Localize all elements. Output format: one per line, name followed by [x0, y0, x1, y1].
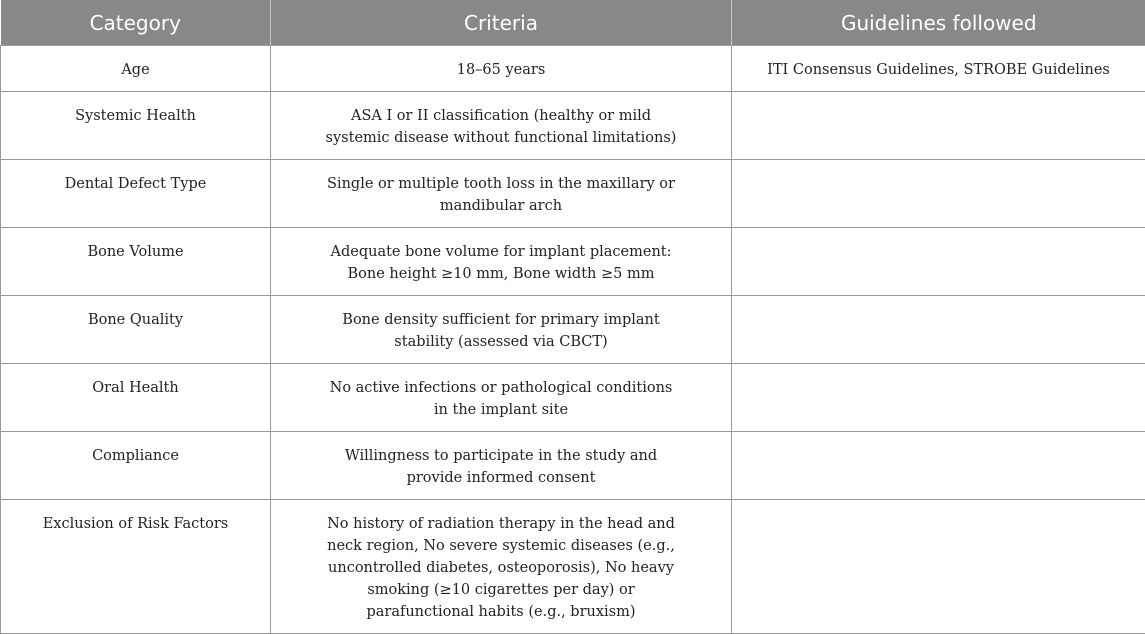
table-row	[1, 46, 1145, 92]
criteria-text: No active infections or pathological conditions in the implant site	[321, 377, 681, 421]
criteria-cell	[271, 228, 732, 296]
table-row	[1, 92, 1145, 160]
category-cell: Oral Health	[1, 364, 271, 432]
column-header-category: Category	[1, 0, 271, 46]
criteria-cell	[271, 432, 732, 500]
table-header-row	[1, 0, 1145, 46]
criteria-text: Bone density sufficient for primary implant stability (assessed via CBCT)	[321, 309, 681, 353]
criteria-cell	[271, 364, 732, 432]
criteria-text: No history of radiation therapy in the head and neck region, No severe systemic diseases (e.g., uncontrolled diabetes, osteoporosis), No heavy smoking (≥10 cigarettes per day) or parafunctional habits (e.g., bruxism)	[315, 513, 687, 623]
guidelines-cell	[732, 500, 1145, 634]
column-header-criteria: Criteria	[271, 0, 732, 46]
table-row	[1, 364, 1145, 432]
criteria-cell	[271, 160, 732, 228]
criteria-cell	[271, 500, 732, 634]
table-row	[1, 160, 1145, 228]
category-cell: Systemic Health	[1, 92, 271, 160]
guidelines-cell: ITI Consensus Guidelines, STROBE Guidelines	[732, 46, 1145, 92]
guidelines-cell	[732, 364, 1145, 432]
criteria-text: Adequate bone volume for implant placement: Bone height ≥10 mm, Bone width ≥5 mm	[321, 241, 681, 285]
criteria-text: Single or multiple tooth loss in the maxillary or mandibular arch	[321, 173, 681, 217]
criteria-cell	[271, 92, 732, 160]
guidelines-cell	[732, 92, 1145, 160]
category-cell: Compliance	[1, 432, 271, 500]
table-row	[1, 432, 1145, 500]
guidelines-cell	[732, 296, 1145, 364]
guidelines-cell	[732, 160, 1145, 228]
table-row	[1, 228, 1145, 296]
criteria-text: Willingness to participate in the study and provide informed consent	[321, 445, 681, 489]
category-cell: Exclusion of Risk Factors	[1, 500, 271, 634]
table-row	[1, 500, 1145, 634]
criteria-text: ASA I or II classification (healthy or mild systemic disease without functional limitations)	[321, 105, 681, 149]
table-row	[1, 296, 1145, 364]
guidelines-cell	[732, 432, 1145, 500]
category-cell: Dental Defect Type	[1, 160, 271, 228]
category-cell: Bone Volume	[1, 228, 271, 296]
criteria-cell	[271, 296, 732, 364]
criteria-text: 18–65 years	[457, 59, 546, 81]
column-header-guidelines: Guidelines followed	[732, 0, 1145, 46]
category-cell: Bone Quality	[1, 296, 271, 364]
criteria-cell	[271, 46, 732, 92]
guidelines-cell	[732, 228, 1145, 296]
category-cell: Age	[1, 46, 271, 92]
